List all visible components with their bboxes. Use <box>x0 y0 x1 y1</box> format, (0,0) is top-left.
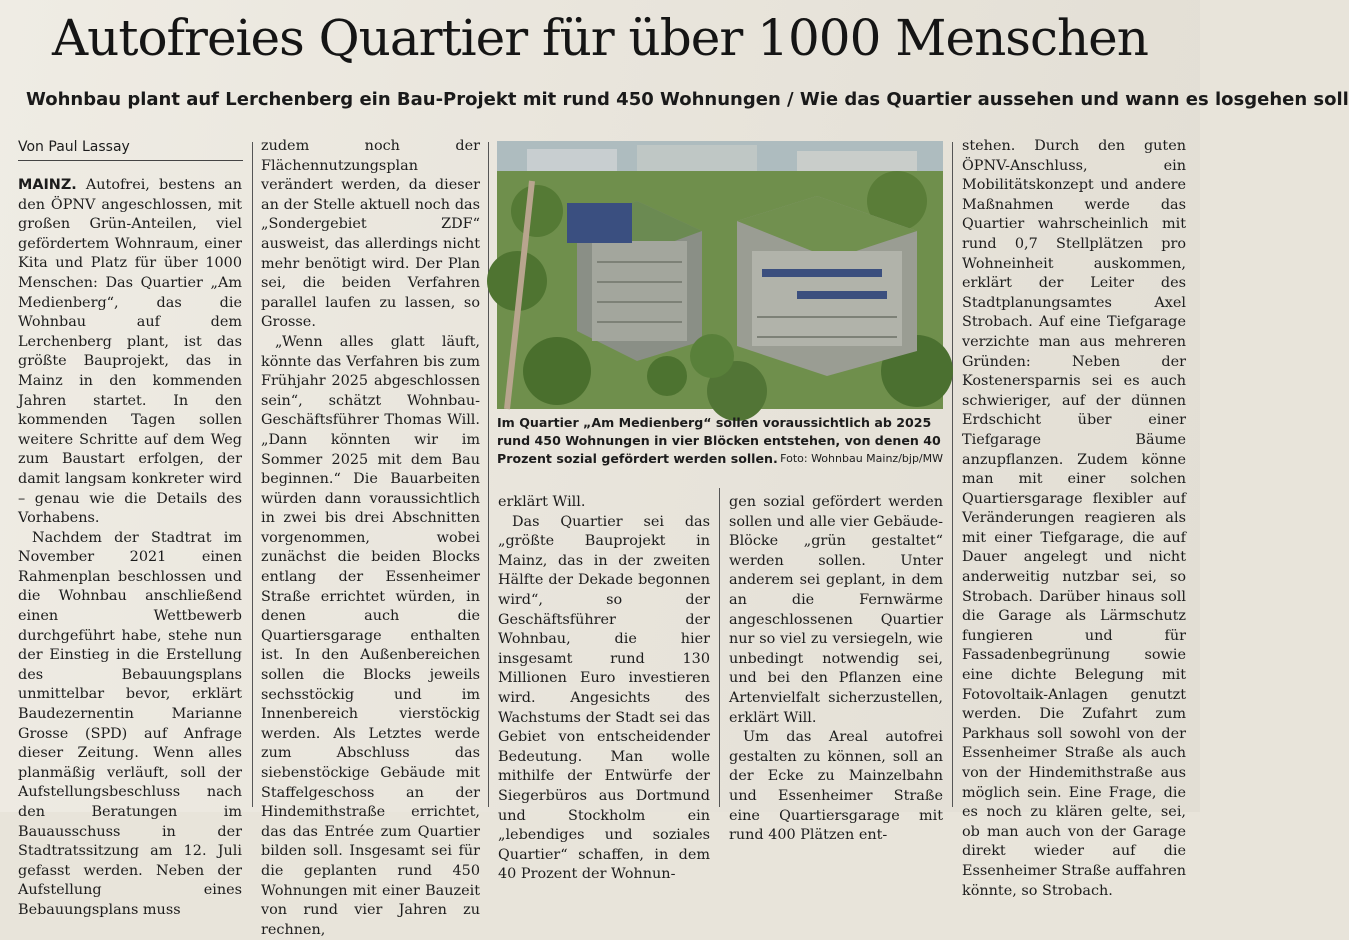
paragraph: stehen. Durch den guten ÖPNV-Anschluss, ein Mobilitätskonzept und andere Maßnahmen werde das Quartier wahrscheinlich mit rund 0,7 Stellplätzen pro Wohneinheit auskommen, erklärt der Leiter des Stadtplanungsamtes Axel Strobach. Auf eine Tiefgarage verzichte man aus mehreren Gründen: Neben der Kostenersparnis sei es auch schwieriger, auf der dünnen Erdschicht über einer Tiefgarage Bäume anzupflanzen. Zudem könne man mit einer solchen Quartiersgarage flexibler auf Veränderungen reagieren als mit einer Tiefgarage, die auf Dauer angelegt und nicht anderweitig nutzbar sei, so Strobach. Darüber hinaus soll die Garage als Lärmschutz fungieren und für Fassadenbegrünung sowie eine dichte Belegung mit Fotovoltaik-Anlagen genutzt werden. Die Zufahrt zum Parkhaus soll sowohl von der Essenheimer Straße als auch von der Hindemithstraße aus möglich sein. Eine Frage, die es noch zu klären gelte, sei, ob man auch von der Garage direkt wieder auf die Essenheimer Straße auffahren könnte, so Strobach. <box>962 138 1186 899</box>
dateline: MAINZ. <box>18 177 77 193</box>
column-rule <box>952 142 953 807</box>
architectural-rendering-photo <box>497 141 943 409</box>
paragraph: „Wenn alles glatt läuft, könnte das Verfahren bis zum Frühjahr 2025 abgeschlossen sein“, schätzt Wohnbau-Geschäftsführer Thomas Will. „Dann könnten wir im Sommer 2025 mit dem Bau beginnen.“ Die Bauarbeiten würden dann voraussichtlich in zwei bis drei Abschnitten vorgenommen, wobei zunächst die beiden Blocks entlang der Essenheimer Straße errichtet würden, in denen auch die Quartiersgarage enthalten ist. In den Außenbereichen sollen die Blocks jeweils sechsstöckig und im Innenbereich vierstöckig werden. Als Letztes werde zum Abschluss das siebenstöckige Gebäude mit Staffelgeschoss an der Hindemithstraße errichtet, das das Entrée zum Quartier bilden soll. Insgesamt sei für die geplanten rund 450 Wohnungen mit einer Bauzeit von rund vier Jahren zu rechnen, <box>261 333 480 938</box>
column-rule <box>719 488 720 807</box>
paragraph: gen sozial gefördert werden sollen und alle vier Gebäude-Blöcke „grün gestaltet“ werden sollen. Unter anderem sei geplant, in dem an die Fernwärme angeschlossenen Quartier nur so viel zu versiegeln, wie unbedingt notwendig sei, und bei den Pflanzen eine Artenvielfalt sicherzustellen, erklärt Will. <box>729 494 943 726</box>
paragraph: zudem noch der Flächennutzungsplan verändert werden, da dieser an der Stelle aktuell noch das „Sondergebiet ZDF“ ausweist, das allerdings nicht mehr benötigt wird. Der Plan sei, die beiden Verfahren parallel laufen zu lassen, so Grosse. <box>261 138 480 331</box>
photo-credit: Foto: Wohnbau Mainz/bjp/MW <box>780 452 943 465</box>
article-column-5 <box>962 137 1186 901</box>
photo-caption <box>497 414 943 468</box>
paragraph: Um das Areal autofrei gestalten zu können, soll an der Ecke zu Mainzelbahn und Essenheimer Straße eine Quartiersgarage mit rund 400 Plätzen ent- <box>729 729 943 844</box>
column-rule <box>252 142 253 807</box>
subheadline: Wohnbau plant auf Lerchenberg ein Bau-Projekt mit rund 450 Wohnungen / Wie das Quartier aussehen und wann es losgehen soll <box>26 89 1349 110</box>
paragraph: erklärt Will. <box>498 494 586 510</box>
paragraph: Das Quartier sei das „größte Bauprojekt in Mainz, das in der zweiten Hälfte der Dekade begonnen wird“, so der Geschäftsführer der Wohnbau, die hier insgesamt rund 130 Millionen Euro investieren wird. Angesichts des Wachstums der Stadt sei das Gebiet von entscheidender Bedeutung. Man wolle mithilfe der Entwürfe der Siegerbüros aus Dortmund und Stockholm ein „lebendiges und soziales Quartier“ schaffen, in dem 40 Prozent der Wohnun- <box>498 513 710 883</box>
caption-text: Im Quartier „Am Medienberg“ sollen voraussichtlich ab 2025 rund 450 Wohnungen in vier Blöcken entstehen, von denen 40 Prozent sozial gefördert werden sollen. <box>497 415 941 466</box>
headline: Autofreies Quartier für über 1000 Menschen <box>52 9 1148 67</box>
article-column-4 <box>729 493 943 846</box>
column-rule <box>488 142 489 807</box>
byline: Von Paul Lassay <box>18 137 243 161</box>
paragraph: Nachdem der Stadtrat im November 2021 einen Rahmenplan beschlossen und die Wohnbau anschließend einen Wettbewerb durchgeführt habe, stehe nun der Einstieg in die Erstellung des Bebauungsplans unmittelbar bevor, erklärt Baudezernentin Marianne Grosse (SPD) auf Anfrage dieser Zeitung. Wenn alles planmäßig verläuft, soll der Aufstellungsbeschluss nach den Beratungen im Bauausschuss in der Stadtratssitzung am 12. Juli gefasst werden. Neben der Aufstellung eines Bebauungsplans muss <box>18 529 242 918</box>
article-column-3 <box>498 493 710 885</box>
paragraph-text: Autofrei, bestens an den ÖPNV angeschlossen, mit großen Grün-Anteilen, viel gefördertem Wohnraum, einer Kita und Platz für über 1000 Menschen: Das Quartier „Am Medienberg“, das die Wohnbau auf dem Lerchenberg plant, ist das größte Bauprojekt, das in Mainz in den kommenden Jahren startet. In den kommenden Tagen sollen weitere Schritte auf dem Weg zum Baustart erfolgen, der damit langsam konkreter wird – genau wie die Details des Vorhabens. <box>18 177 242 527</box>
article-column-1 <box>18 176 242 921</box>
paragraph <box>18 176 242 529</box>
aerial-rendering-image <box>497 141 943 409</box>
article-column-2 <box>261 137 480 940</box>
